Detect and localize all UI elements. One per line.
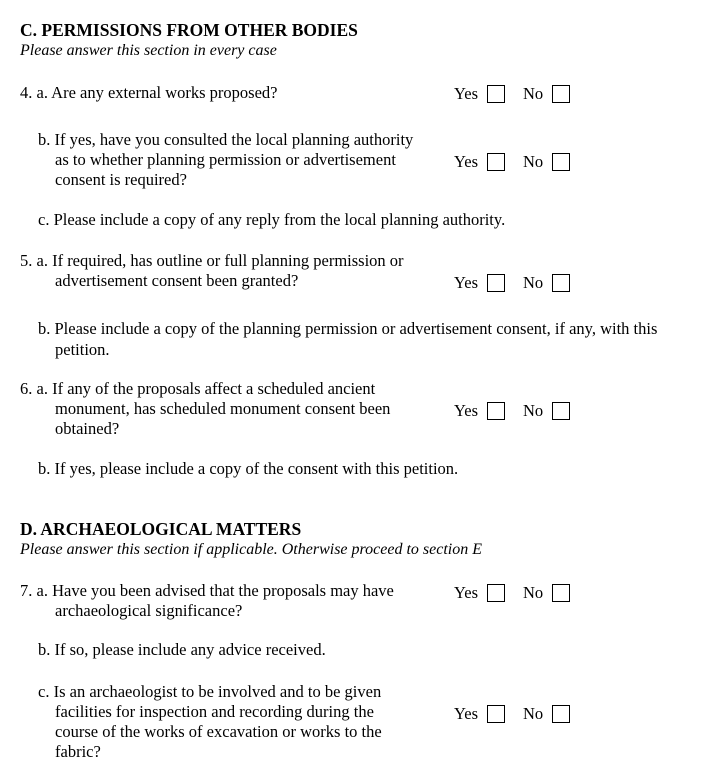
no-label: No — [523, 704, 544, 723]
answer-4a — [454, 83, 570, 105]
question-6a: 6. a. If any of the proposals affect a scheduled ancient monument, has scheduled monument consent been obtained? — [20, 379, 391, 438]
yes-checkbox[interactable] — [487, 274, 505, 292]
question-4b-block — [38, 130, 413, 190]
answer-7c — [454, 703, 570, 725]
answer-6a — [454, 400, 570, 422]
yes-label: Yes — [454, 583, 479, 602]
question-6b: b. If yes, please include a copy of the consent with this petition. — [38, 459, 459, 478]
section-d-heading: D. ARCHAEOLOGICAL MATTERS — [20, 519, 302, 539]
answer-7a — [454, 582, 570, 604]
yes-label: Yes — [454, 84, 479, 103]
no-checkbox[interactable] — [552, 274, 570, 292]
no-checkbox[interactable] — [552, 402, 570, 420]
question-7a: 7. a. Have you been advised that the proposals may have archaeological significance? — [20, 581, 394, 620]
section-d-subheading: Please answer this section if applicable. Otherwise proceed to section E — [20, 541, 482, 558]
no-label: No — [523, 84, 544, 103]
yes-label: Yes — [454, 704, 479, 723]
no-label: No — [523, 152, 544, 171]
section-c-heading: C. PERMISSIONS FROM OTHER BODIES — [20, 20, 358, 40]
yes-label: Yes — [454, 273, 479, 292]
yes-checkbox[interactable] — [487, 584, 505, 602]
no-checkbox[interactable] — [552, 153, 570, 171]
no-checkbox[interactable] — [552, 584, 570, 602]
yes-checkbox[interactable] — [487, 85, 505, 103]
yes-checkbox[interactable] — [487, 402, 505, 420]
question-6a-block — [20, 379, 390, 439]
answer-4b — [454, 151, 570, 173]
question-4c: c. Please include a copy of any reply from the local planning authority. — [38, 210, 506, 229]
section-c-subheading: Please answer this section in every case — [20, 42, 277, 59]
question-5a: 5. a. If required, has outline or full planning permission or advertisement consent been granted? — [20, 251, 404, 290]
question-4a: 4. a. Are any external works proposed? — [20, 83, 278, 102]
question-5b-line1: b. Please include a copy of the planning permission or advertisement consent, if any, with this — [38, 319, 658, 338]
answer-5a — [454, 272, 570, 294]
no-label: No — [523, 583, 544, 602]
no-checkbox[interactable] — [552, 85, 570, 103]
question-5b-line2: petition. — [55, 340, 110, 359]
question-4b: b. If yes, have you consulted the local planning authority as to whether planning permission or advertisement consent is required? — [38, 130, 414, 189]
no-label: No — [523, 401, 544, 420]
no-checkbox[interactable] — [552, 705, 570, 723]
yes-label: Yes — [454, 401, 479, 420]
question-5a-block — [20, 251, 404, 291]
question-7c-block — [38, 682, 382, 762]
yes-checkbox[interactable] — [487, 153, 505, 171]
question-7b: b. If so, please include any advice received. — [38, 640, 326, 659]
no-label: No — [523, 273, 544, 292]
yes-label: Yes — [454, 152, 479, 171]
question-7a-block — [20, 581, 394, 621]
question-7c: c. Is an archaeologist to be involved and to be given facilities for inspection and recording during the course of the works of excavation or works to the fabric? — [38, 682, 382, 761]
yes-checkbox[interactable] — [487, 705, 505, 723]
